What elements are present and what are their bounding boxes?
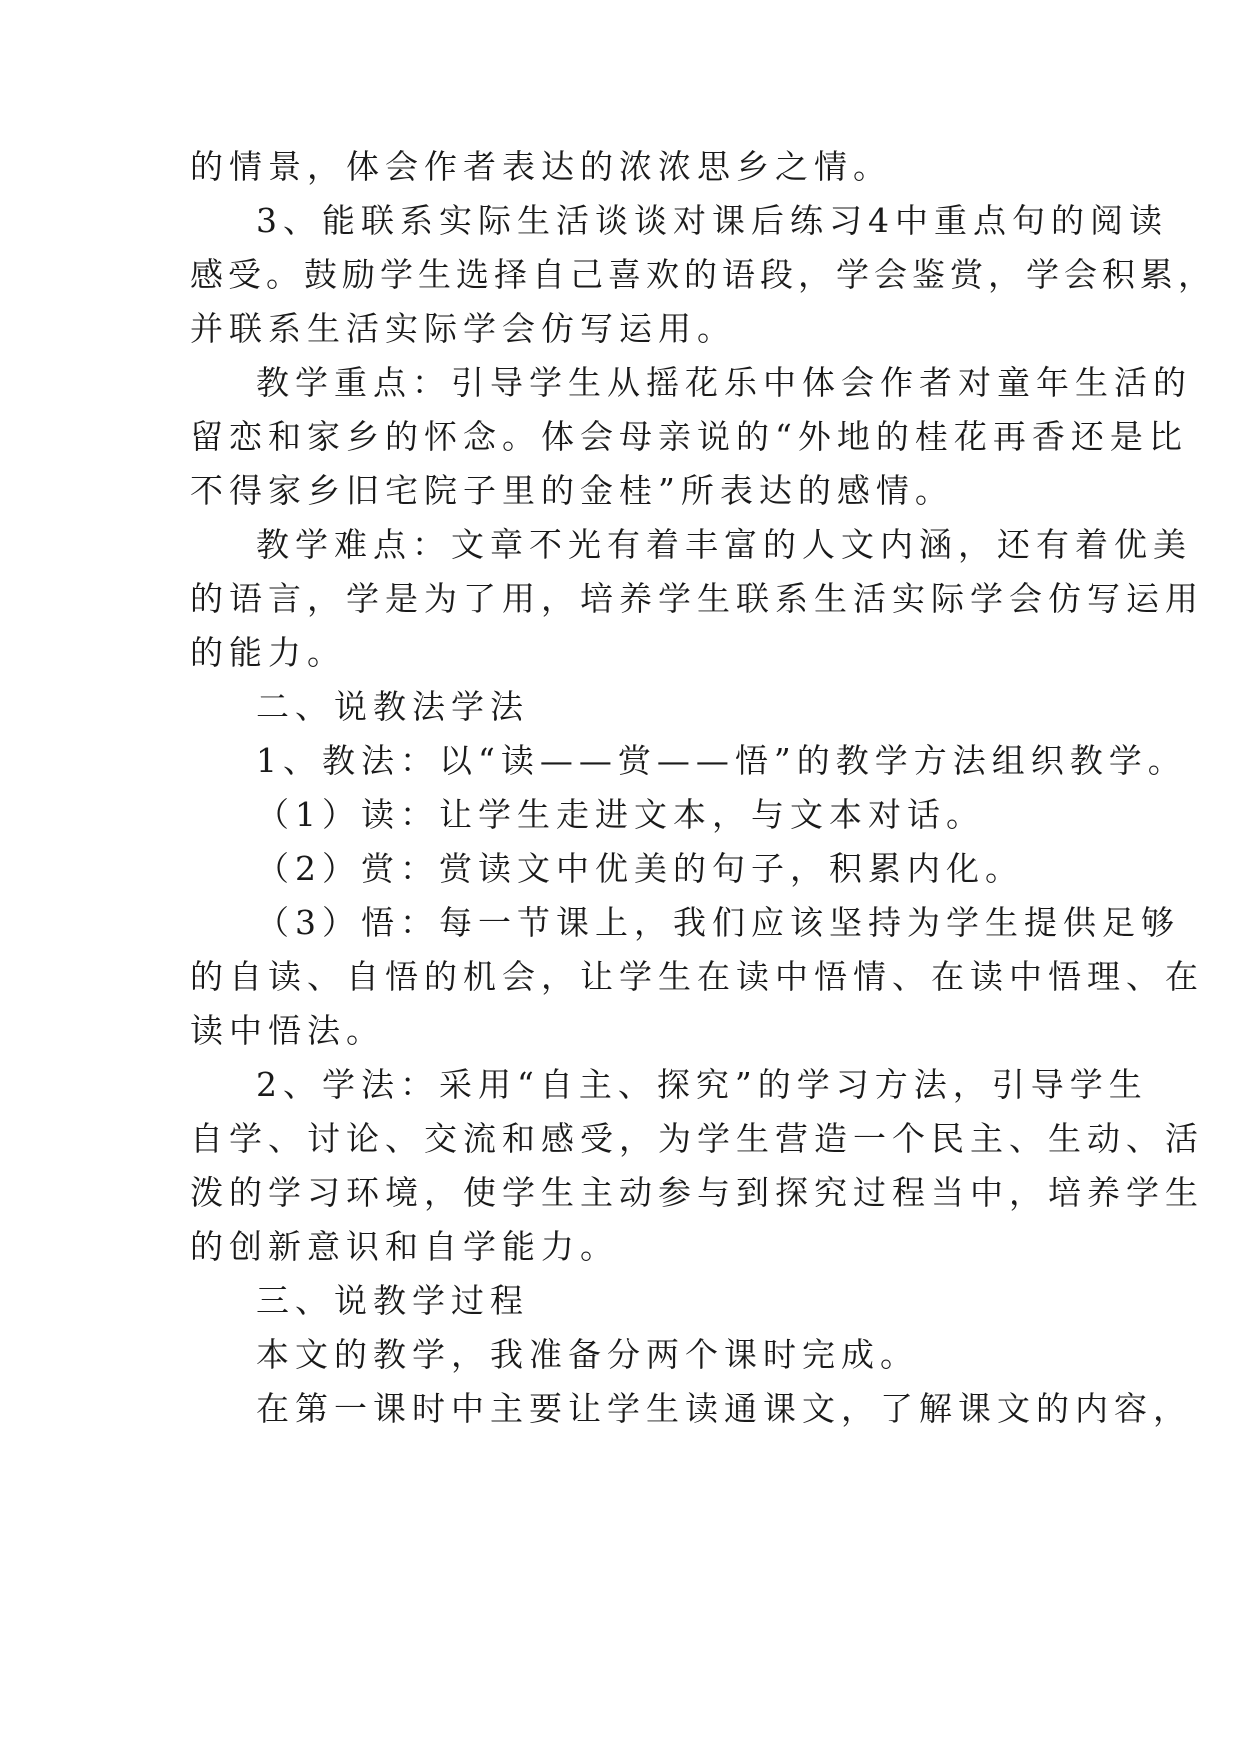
text-line: 并联系生活实际学会仿写运用。 (190, 309, 736, 348)
text-line: 1、教法：以“读——赏——悟”的教学方法组织教学。 (256, 741, 1187, 780)
text-line: 的自读、自悟的机会，让学生在读中悟情、在读中悟理、在 (190, 957, 1204, 996)
text-line: 教学难点：文章不光有着丰富的人文内涵，还有着优美 (256, 525, 1192, 564)
text-line: 的语言，学是为了用，培养学生联系生活实际学会仿写运用 (190, 579, 1204, 618)
text-line: 的创新意识和自学能力。 (190, 1227, 619, 1266)
text-line: 感受。鼓励学生选择自己喜欢的语段，学会鉴赏，学会积累， (190, 255, 1216, 294)
text-line: （2）赏：赏读文中优美的句子，积累内化。 (256, 849, 1024, 888)
text-line: 在第一课时中主要让学生读通课文，了解课文的内容， (256, 1389, 1192, 1428)
section-heading: 三、说教学过程 (256, 1281, 529, 1320)
text-line: 自学、讨论、交流和感受，为学生营造一个民主、生动、活 (190, 1119, 1204, 1158)
text-line: 读中悟法。 (190, 1011, 385, 1050)
section-heading: 二、说教法学法 (256, 687, 529, 726)
text-line: 的能力。 (190, 633, 346, 672)
text-line: 不得家乡旧宅院子里的金桂”所表达的感情。 (190, 471, 954, 510)
text-line: 的情景，体会作者表达的浓浓思乡之情。 (190, 147, 892, 186)
text-line: 3、能联系实际生活谈谈对课后练习4中重点句的阅读 (256, 201, 1168, 240)
text-line: （1）读：让学生走进文本，与文本对话。 (256, 795, 985, 834)
text-line: 教学重点：引导学生从摇花乐中体会作者对童年生活的 (256, 363, 1192, 402)
text-line: （3）悟：每一节课上，我们应该坚持为学生提供足够 (256, 903, 1180, 942)
text-line: 泼的学习环境，使学生主动参与到探究过程当中，培养学生 (190, 1173, 1204, 1212)
text-line: 本文的教学，我准备分两个课时完成。 (256, 1335, 919, 1374)
text-line: 留恋和家乡的怀念。体会母亲说的“外地的桂花再香还是比 (190, 417, 1188, 456)
text-line: 2、学法：采用“自主、探究”的学习方法，引导学生 (256, 1065, 1148, 1104)
